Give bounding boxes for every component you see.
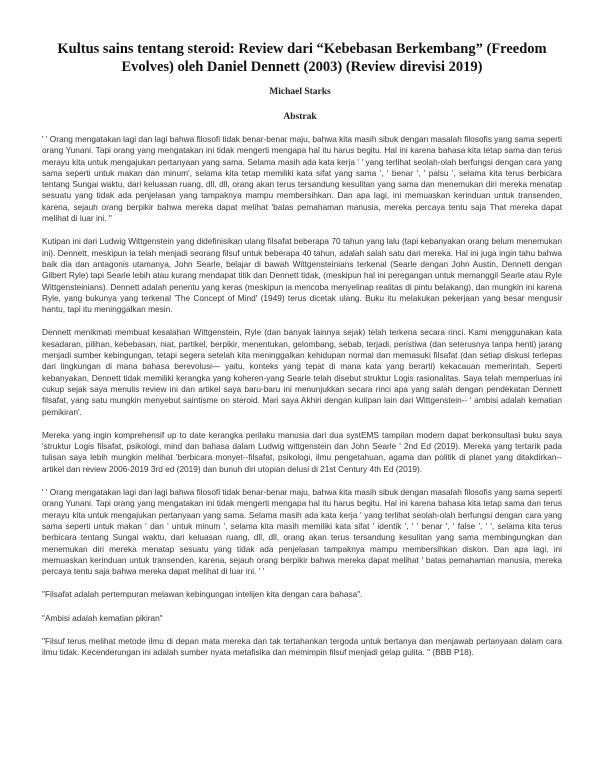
- abstract-heading: Abstrak: [283, 112, 317, 122]
- abstract-body: [42, 134, 562, 671]
- paragraph: ' ' Orang mengatakan lagi dan lagi bahwa filosofi tidak benar-benar maju, bahwa kita masih sibuk dengan masalah filosofis yang sama seperti orang Yunani. Tapi orang yang mengatakan ini tidak mengerti mengapa hal itu harus begitu. Hal ini karena bahasa kita tetap sama dan terus merayu kita untuk mengajukan pertanyaan yang sama. Selama masih ada kata kerja ' yang terlihat seolah-olah berfungsi dengan cara yang sama seperti untuk makan ' dan ' untuk minum ', selama kita masih memiliki kata sifat ' identik ', ' ' benar ', ' false ', ' ', selama kita terus berbicara tentang Sungai waktu, dari keluasan ruang, dll, dll, orang akan terus tersandung kesulitan yang sama membingungkan dan menemukan diri mereka menatap sesuatu yang tidak ada penjelasan tampaknya mampu membersihkan diskon. Dan apa lagi, ini memuaskan kerinduan untuk transenden, karena, sejauh orang berpikir bahwa mereka dapat melihat ' batas pemahaman manusia, mereka percaya tentu saja bahwa mereka dapat melihat di luar ini. ' ': [42, 487, 562, 577]
- paragraph: "Filsuf terus melihat metode ilmu di depan mata mereka dan tak tertahankan tergoda untuk bertanya dan menjawab pertanyaan dalam cara ilmu tidak. Kecenderungan ini adalah sumber nyata metafisika dan memimpin filsuf menjadi gelap gulita. " (BBB P18).: [42, 635, 562, 658]
- paper-title: Kultus sains tentang steroid: Review dari “Kebebasan Berkembang” (Freedom Evolves) oleh Daniel Dennett (2003) (Review direvisi 2019): [57, 41, 547, 75]
- paragraph: Dennett menikmati membuat kesalahan Wittgenstein, Ryle (dan banyak lainnya sejak) telah terkena secara rinci. Kami menggunakan kata kesadaran, pilihan, kebebasan, niat, partikel, berpikir, menentukan, gelombang, sebab, terjadi, peristiwa (dan seterusnya tanpa henti) jarang menjadi sumber kebingungan, tetapi segera setelah kita meninggalkan kehidupan normal dan memasuki filsafat (dan setiap diskusi terlepas dari lingkungan di mana bahasa berevolusi— yaitu, konteks yang tepat di mana kata yang berarti) kekacauan memerintah. Seperti kebanyakan, Dennett tidak memiliki kerangka yang koheren-yang Searle telah disebut struktur Logis rasionalitas. Saya telah memperluas ini cukup sejak saya menulis review ini dan artikel saya baru-baru ini menunjukkan secara rinci apa yang salah dengan pendekatan Dennett filsafat, yang satu mungkin menyebut saintisme on steroid. Mari saya Akhiri dengan kutipan lain dari Wittgenstein-- ' ambisi adalah kematian pemikiran'.: [42, 327, 562, 417]
- paragraph: "Filsafat adalah pertempuran melawan kebingungan intelijen kita dengan cara bahasa".: [42, 589, 363, 600]
- paragraph: ' ' Orang mengatakan lagi dan lagi bahwa filosofi tidak benar-benar maju, bahwa kita masih sibuk dengan masalah filosofis yang sama seperti orang Yunani. Tapi orang yang mengatakan ini tidak mengerti mengapa hal itu harus begitu. Hal ini karena bahasa kita tetap sama dan terus merayu kita untuk mengajukan pertanyaan yang sama. Selama masih ada kata kerja ' ' yang terlihat seolah-olah berfungsi dengan cara yang sama seperti untuk makan dan minum', selama kita tetap memiliki kata sifat yang sama ', ' benar ', ' palsu ', selama kita terus berbicara tentang Sungai waktu, dari keluasan ruang, dll, dll, orang akan terus tersandung kesulitan yang sama dan menemukan diri mereka menatap sesuatu yang tidak ada penjelasan yang tampaknya mampu membersihkan. Dan apa lagi, ini memuaskan kerinduan untuk transenden, karena, sejauh orang berpikir bahwa mereka dapat melihat 'batas pemahaman manusia, mereka percaya tentu saja That mereka dapat melihat di luar ini. ": [42, 134, 562, 224]
- paragraph: Mereka yang ingin komprehensif up to date kerangka perilaku manusia dari dua systEMS tampilan modern dapat berkonsultasi buku saya 'struktur Logis filsafat, psikologi, mind dan bahasa dalam Ludwig wittgenstein dan John Searle ' 2nd Ed (2019). Mereka yang tertarik pada tulisan saya lebih mungkin melihat 'berbicara monyet--filsafat, psikologi, ilmu pengetahuan, agama dan politik di planet yang ditakdirkan--artikel dan review 2006-2019 3rd ed (2019) dan bunuh diri utopian delusi di 21st Century 4th Ed (2019).: [42, 429, 562, 474]
- author-name: Michael Starks: [269, 87, 331, 97]
- paragraph: "Ambisi adalah kematian pikiran": [42, 612, 163, 623]
- paragraph: Kutipan ini dari Ludwig Wittgenstein yang didefinisikan ulang filsafat beberapa 70 tahun yang lalu (tapi kebanyakan orang belum menemukan ini). Dennett, meskipun ia telah menjadi seorang filsuf untuk beberapa 40 tahun, adalah salah satu dari mereka. Hal ini juga ingin tahu bahwa baik dia dan antagonis utamanya, John Searle, belajar di bawah Wittgensteinians terkenal (Searle dengan John Austin, Dennett dengan Gilbert Ryle) tapi Searle lebih atau kurang mendapat titik dan Dennett tidak, (meskipun hal ini peregangan untuk memanggil Searle atau Ryle Wittgensteinians). Dennett adalah penentu yang keras (meskipun ia mencoba menyelinap realitas di pintu belakang), dan mungkin ini karena Ryle, yang bukunya yang terkenal 'The Concept of Mind' (1949) terus dicetak ulang. Buku itu melakukan pekerjaan yang besar mengusir hantu, tapi itu meninggalkan mesin.: [42, 236, 562, 315]
